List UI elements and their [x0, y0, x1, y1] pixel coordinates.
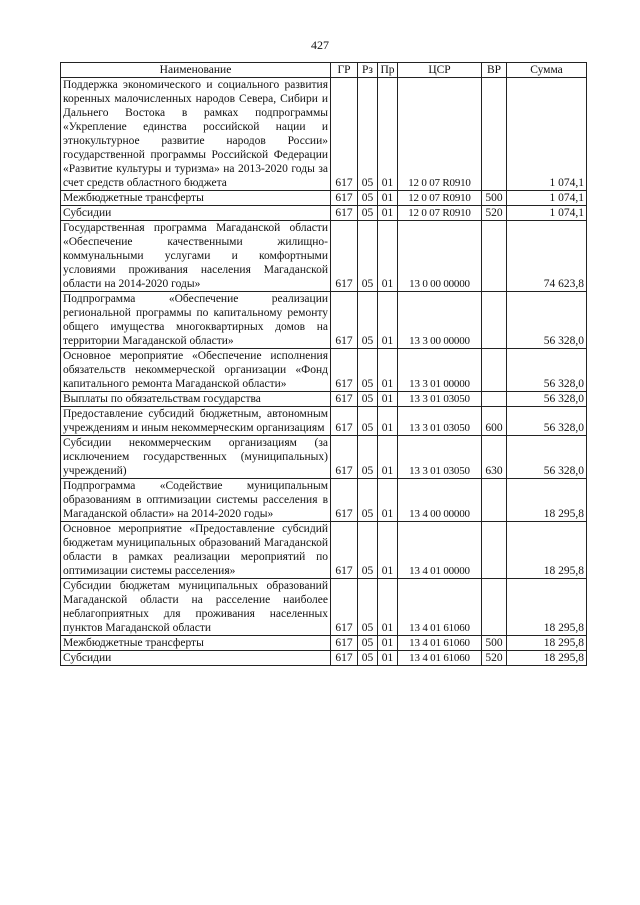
- cell-gr: 617: [331, 407, 358, 436]
- cell-name: Субсидии некоммерческим организациям (за исключением государственных (муниципальных) учреждений): [61, 436, 331, 479]
- cell-vr: [482, 221, 507, 292]
- cell-rz: 05: [358, 436, 378, 479]
- column-header-name: Наименование: [61, 63, 331, 78]
- cell-sum: 1 074,1: [507, 191, 587, 206]
- table-row: [61, 221, 587, 292]
- cell-vr: 500: [482, 636, 507, 651]
- cell-csr: 13 4 01 61060: [398, 579, 482, 636]
- cell-sum: 1 074,1: [507, 206, 587, 221]
- cell-pr: 01: [378, 292, 398, 349]
- table-row: [61, 407, 587, 436]
- cell-rz: 05: [358, 579, 378, 636]
- cell-rz: 05: [358, 206, 378, 221]
- cell-pr: 01: [378, 221, 398, 292]
- cell-gr: 617: [331, 221, 358, 292]
- cell-csr: 13 4 01 61060: [398, 636, 482, 651]
- cell-rz: 05: [358, 522, 378, 579]
- cell-rz: 05: [358, 651, 378, 666]
- cell-vr: 500: [482, 191, 507, 206]
- cell-sum: 18 295,8: [507, 479, 587, 522]
- cell-vr: [482, 349, 507, 392]
- table-row: [61, 191, 587, 206]
- cell-name: Субсидии: [61, 651, 331, 666]
- cell-csr: 13 4 01 61060: [398, 651, 482, 666]
- cell-gr: 617: [331, 392, 358, 407]
- cell-csr: 13 3 01 00000: [398, 349, 482, 392]
- cell-gr: 617: [331, 651, 358, 666]
- cell-gr: 617: [331, 479, 358, 522]
- cell-pr: 01: [378, 78, 398, 191]
- cell-gr: 617: [331, 349, 358, 392]
- cell-sum: 56 328,0: [507, 436, 587, 479]
- column-header-sum: Сумма: [507, 63, 587, 78]
- cell-sum: 18 295,8: [507, 522, 587, 579]
- cell-rz: 05: [358, 221, 378, 292]
- cell-vr: 630: [482, 436, 507, 479]
- cell-pr: 01: [378, 436, 398, 479]
- table-header: [61, 63, 587, 78]
- cell-name: Межбюджетные трансферты: [61, 636, 331, 651]
- cell-pr: 01: [378, 191, 398, 206]
- table-row: [61, 392, 587, 407]
- table-row: [61, 78, 587, 191]
- cell-csr: 13 3 01 03050: [398, 436, 482, 479]
- cell-gr: 617: [331, 522, 358, 579]
- cell-rz: 05: [358, 479, 378, 522]
- cell-rz: 05: [358, 407, 378, 436]
- cell-sum: 74 623,8: [507, 221, 587, 292]
- cell-csr: 13 4 00 00000: [398, 479, 482, 522]
- cell-name: Подпрограмма «Обеспечение реализации региональной программы по капитальному ремонту общего имущества многоквартирных домов на территории Магаданской области»: [61, 292, 331, 349]
- column-header-gr: ГР: [331, 63, 358, 78]
- cell-pr: 01: [378, 651, 398, 666]
- table-row: [61, 349, 587, 392]
- cell-rz: 05: [358, 349, 378, 392]
- cell-gr: 617: [331, 292, 358, 349]
- column-header-pr: Пр: [378, 63, 398, 78]
- cell-name: Государственная программа Магаданской области «Обеспечение качественными жилищно-коммунальными услугами и комфортными условиями проживания населения Магаданской области на 2014-2020 годы»: [61, 221, 331, 292]
- table-row: [61, 436, 587, 479]
- cell-name: Предоставление субсидий бюджетным, автономным учреждениям и иным некоммерческим организациям: [61, 407, 331, 436]
- table-row: [61, 292, 587, 349]
- table-row: [61, 579, 587, 636]
- column-header-csr: ЦСР: [398, 63, 482, 78]
- header-row: [61, 63, 587, 78]
- cell-csr: 13 0 00 00000: [398, 221, 482, 292]
- cell-gr: 617: [331, 579, 358, 636]
- cell-rz: 05: [358, 392, 378, 407]
- column-header-rz: Рз: [358, 63, 378, 78]
- cell-rz: 05: [358, 191, 378, 206]
- cell-pr: 01: [378, 479, 398, 522]
- table-row: [61, 522, 587, 579]
- cell-name: Субсидии: [61, 206, 331, 221]
- cell-name: Основное мероприятие «Обеспечение исполнения обязательств некоммерческой организации «Фонд капитального ремонта Магаданской области»: [61, 349, 331, 392]
- table-row: [61, 479, 587, 522]
- cell-pr: 01: [378, 392, 398, 407]
- table-row: [61, 651, 587, 666]
- cell-sum: 56 328,0: [507, 392, 587, 407]
- cell-csr: 13 4 01 00000: [398, 522, 482, 579]
- cell-sum: 56 328,0: [507, 292, 587, 349]
- cell-gr: 617: [331, 78, 358, 191]
- cell-vr: [482, 78, 507, 191]
- cell-csr: 13 3 01 03050: [398, 407, 482, 436]
- cell-vr: 520: [482, 651, 507, 666]
- cell-rz: 05: [358, 292, 378, 349]
- cell-name: Подпрограмма «Содействие муниципальным образованиям в оптимизации системы расселения в Магаданской области» на 2014-2020 годы»: [61, 479, 331, 522]
- cell-vr: [482, 392, 507, 407]
- cell-gr: 617: [331, 191, 358, 206]
- cell-name: Основное мероприятие «Предоставление субсидий бюджетам муниципальных образований Магаданской области в рамках реализации мероприятий по оптимизации системы расселения»: [61, 522, 331, 579]
- cell-pr: 01: [378, 522, 398, 579]
- cell-vr: [482, 292, 507, 349]
- cell-name: Поддержка экономического и социального развития коренных малочисленных народов Севера, Сибири и Дальнего Востока в рамках подпрограммы «Укрепление единства российской нации и этнокультурное развитие народов России» государственной программы Российской Федерации «Развитие культуры и туризма» на 2013-2020 годы за счет средств областного бюджета: [61, 78, 331, 191]
- cell-pr: 01: [378, 579, 398, 636]
- cell-csr: 12 0 07 R0910: [398, 206, 482, 221]
- table-body: [61, 78, 587, 666]
- page-number: 427: [311, 38, 329, 52]
- cell-rz: 05: [358, 636, 378, 651]
- cell-sum: 56 328,0: [507, 407, 587, 436]
- cell-gr: 617: [331, 636, 358, 651]
- cell-pr: 01: [378, 349, 398, 392]
- cell-csr: 12 0 07 R0910: [398, 191, 482, 206]
- table-row: [61, 206, 587, 221]
- budget-table: [60, 62, 587, 666]
- cell-gr: 617: [331, 206, 358, 221]
- cell-csr: 13 3 00 00000: [398, 292, 482, 349]
- cell-vr: 520: [482, 206, 507, 221]
- cell-name: Межбюджетные трансферты: [61, 191, 331, 206]
- cell-vr: [482, 579, 507, 636]
- cell-gr: 617: [331, 436, 358, 479]
- cell-sum: 56 328,0: [507, 349, 587, 392]
- cell-sum: 18 295,8: [507, 579, 587, 636]
- column-header-vr: ВР: [482, 63, 507, 78]
- cell-vr: 600: [482, 407, 507, 436]
- cell-name: Выплаты по обязательствам государства: [61, 392, 331, 407]
- cell-sum: 1 074,1: [507, 78, 587, 191]
- cell-pr: 01: [378, 407, 398, 436]
- cell-pr: 01: [378, 206, 398, 221]
- cell-csr: 12 0 07 R0910: [398, 78, 482, 191]
- cell-name: Субсидии бюджетам муниципальных образований Магаданской области на расселение наиболее неблагоприятных для проживания населенных пунктов Магаданской области: [61, 579, 331, 636]
- cell-sum: 18 295,8: [507, 651, 587, 666]
- cell-rz: 05: [358, 78, 378, 191]
- cell-vr: [482, 479, 507, 522]
- cell-csr: 13 3 01 03050: [398, 392, 482, 407]
- table-row: [61, 636, 587, 651]
- cell-vr: [482, 522, 507, 579]
- cell-sum: 18 295,8: [507, 636, 587, 651]
- cell-pr: 01: [378, 636, 398, 651]
